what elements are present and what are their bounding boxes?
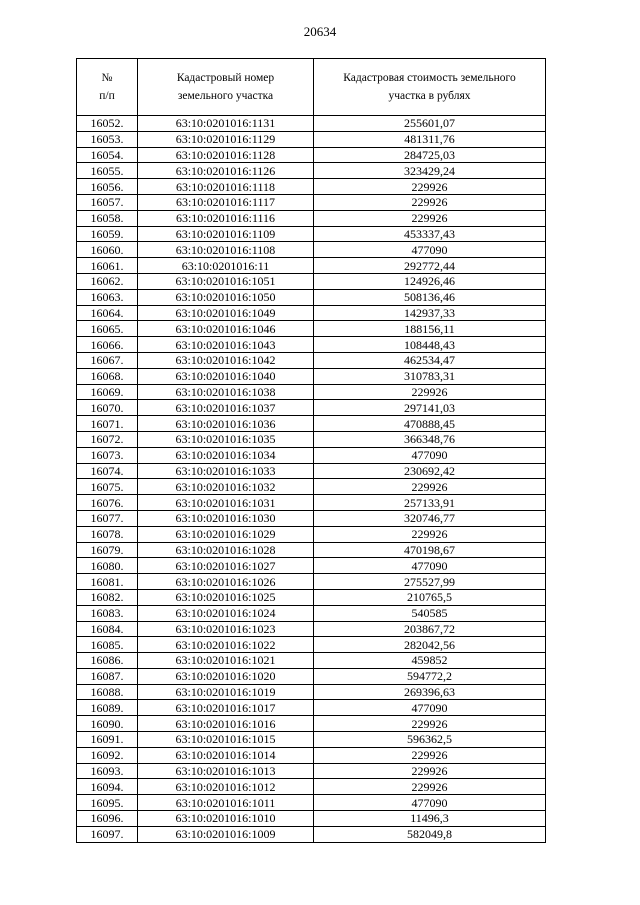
row-number: 16090. (77, 716, 138, 732)
cadastral-value: 297141,03 (314, 400, 546, 416)
table-row (77, 147, 546, 163)
table-row (77, 242, 546, 258)
cadastral-value-table (76, 58, 546, 843)
cadastral-value: 323429,24 (314, 163, 546, 179)
cadastral-value: 292772,44 (314, 258, 546, 274)
table-row (77, 732, 546, 748)
row-number: 16095. (77, 795, 138, 811)
cadastral-value: 255601,07 (314, 116, 546, 132)
cadastral-value: 188156,11 (314, 321, 546, 337)
row-number: 16072. (77, 431, 138, 447)
cadastral-number: 63:10:0201016:1028 (138, 542, 314, 558)
cadastral-number: 63:10:0201016:1049 (138, 305, 314, 321)
cadastral-number: 63:10:0201016:1033 (138, 463, 314, 479)
cadastral-number: 63:10:0201016:1024 (138, 605, 314, 621)
cadastral-value: 229926 (314, 716, 546, 732)
cadastral-number: 63:10:0201016:1027 (138, 558, 314, 574)
table-row (77, 558, 546, 574)
cadastral-number: 63:10:0201016:1108 (138, 242, 314, 258)
row-number: 16061. (77, 258, 138, 274)
table-row (77, 637, 546, 653)
cadastral-value: 282042,56 (314, 637, 546, 653)
cadastral-value: 229926 (314, 763, 546, 779)
table-row (77, 747, 546, 763)
cadastral-number: 63:10:0201016:1131 (138, 116, 314, 132)
cadastral-number: 63:10:0201016:1051 (138, 273, 314, 289)
table-row (77, 510, 546, 526)
header-number: № п/п (77, 59, 138, 116)
table-row (77, 337, 546, 353)
cadastral-number: 63:10:0201016:1046 (138, 321, 314, 337)
cadastral-value: 229926 (314, 210, 546, 226)
table-row (77, 116, 546, 132)
cadastral-number: 63:10:0201016:1014 (138, 747, 314, 763)
row-number: 16058. (77, 210, 138, 226)
table-row (77, 684, 546, 700)
cadastral-value: 320746,77 (314, 510, 546, 526)
row-number: 16089. (77, 700, 138, 716)
table-row (77, 289, 546, 305)
row-number: 16056. (77, 179, 138, 195)
row-number: 16096. (77, 811, 138, 827)
table-row (77, 589, 546, 605)
table-header (77, 59, 546, 116)
cadastral-number: 63:10:0201016:1126 (138, 163, 314, 179)
cadastral-number: 63:10:0201016:1020 (138, 668, 314, 684)
cadastral-value: 229926 (314, 779, 546, 795)
row-number: 16064. (77, 305, 138, 321)
header-cadastral-value: Кадастровая стоимость земельного участка в рублях (314, 59, 546, 116)
page-number: 20634 (303, 24, 337, 39)
cadastral-value: 481311,76 (314, 131, 546, 147)
table-row (77, 542, 546, 558)
cadastral-value: 594772,2 (314, 668, 546, 684)
table-row (77, 447, 546, 463)
cadastral-number: 63:10:0201016:1043 (138, 337, 314, 353)
cadastral-number: 63:10:0201016:1042 (138, 352, 314, 368)
header-cadastral-number: Кадастровый номер земельного участка (138, 59, 314, 116)
table-row (77, 716, 546, 732)
row-number: 16070. (77, 400, 138, 416)
cadastral-value: 229926 (314, 384, 546, 400)
cadastral-value: 366348,76 (314, 431, 546, 447)
row-number: 16074. (77, 463, 138, 479)
cadastral-number: 63:10:0201016:1011 (138, 795, 314, 811)
cadastral-value: 540585 (314, 605, 546, 621)
table-row (77, 368, 546, 384)
table-row (77, 495, 546, 511)
row-number: 16087. (77, 668, 138, 684)
cadastral-value: 477090 (314, 447, 546, 463)
cadastral-number: 63:10:0201016:1025 (138, 589, 314, 605)
cadastral-value: 310783,31 (314, 368, 546, 384)
cadastral-value: 203867,72 (314, 621, 546, 637)
cadastral-number: 63:10:0201016:1037 (138, 400, 314, 416)
cadastral-number: 63:10:0201016:1116 (138, 210, 314, 226)
row-number: 16080. (77, 558, 138, 574)
row-number: 16055. (77, 163, 138, 179)
cadastral-value: 257133,91 (314, 495, 546, 511)
cadastral-number: 63:10:0201016:1009 (138, 826, 314, 842)
cadastral-number: 63:10:0201016:1029 (138, 526, 314, 542)
cadastral-value: 229926 (314, 179, 546, 195)
table-row (77, 163, 546, 179)
table-row (77, 258, 546, 274)
cadastral-number: 63:10:0201016:1013 (138, 763, 314, 779)
header-row (77, 59, 546, 116)
table-row (77, 574, 546, 590)
row-number: 16059. (77, 226, 138, 242)
table-row (77, 400, 546, 416)
cadastral-number: 63:10:0201016:1030 (138, 510, 314, 526)
cadastral-value: 142937,33 (314, 305, 546, 321)
cadastral-value: 269396,63 (314, 684, 546, 700)
row-number: 16078. (77, 526, 138, 542)
row-number: 16094. (77, 779, 138, 795)
table-row (77, 194, 546, 210)
row-number: 16097. (77, 826, 138, 842)
cadastral-number: 63:10:0201016:1032 (138, 479, 314, 495)
table-row (77, 273, 546, 289)
cadastral-number: 63:10:0201016:11 (138, 258, 314, 274)
row-number: 16075. (77, 479, 138, 495)
row-number: 16063. (77, 289, 138, 305)
cadastral-value: 477090 (314, 795, 546, 811)
table-row (77, 321, 546, 337)
cadastral-value: 284725,03 (314, 147, 546, 163)
table-row (77, 416, 546, 432)
table-row (77, 352, 546, 368)
cadastral-number: 63:10:0201016:1050 (138, 289, 314, 305)
cadastral-value: 229926 (314, 194, 546, 210)
table-row (77, 653, 546, 669)
table-row (77, 479, 546, 495)
table-row (77, 795, 546, 811)
cadastral-number: 63:10:0201016:1035 (138, 431, 314, 447)
table-row (77, 668, 546, 684)
row-number: 16057. (77, 194, 138, 210)
cadastral-number: 63:10:0201016:1128 (138, 147, 314, 163)
cadastral-number: 63:10:0201016:1022 (138, 637, 314, 653)
cadastral-value: 508136,46 (314, 289, 546, 305)
row-number: 16092. (77, 747, 138, 763)
row-number: 16065. (77, 321, 138, 337)
cadastral-value: 124926,46 (314, 273, 546, 289)
cadastral-number: 63:10:0201016:1117 (138, 194, 314, 210)
cadastral-value: 453337,43 (314, 226, 546, 242)
row-number: 16076. (77, 495, 138, 511)
cadastral-value: 229926 (314, 526, 546, 542)
row-number: 16066. (77, 337, 138, 353)
table-body (77, 116, 546, 843)
row-number: 16068. (77, 368, 138, 384)
row-number: 16081. (77, 574, 138, 590)
cadastral-number: 63:10:0201016:1109 (138, 226, 314, 242)
cadastral-value: 477090 (314, 242, 546, 258)
cadastral-value: 230692,42 (314, 463, 546, 479)
cadastral-value: 229926 (314, 747, 546, 763)
table-row (77, 210, 546, 226)
table-row (77, 621, 546, 637)
cadastral-value: 108448,43 (314, 337, 546, 353)
cadastral-number: 63:10:0201016:1010 (138, 811, 314, 827)
cadastral-value: 459852 (314, 653, 546, 669)
row-number: 16054. (77, 147, 138, 163)
row-number: 16077. (77, 510, 138, 526)
cadastral-number: 63:10:0201016:1016 (138, 716, 314, 732)
table-row (77, 605, 546, 621)
cadastral-number: 63:10:0201016:1021 (138, 653, 314, 669)
cadastral-number: 63:10:0201016:1023 (138, 621, 314, 637)
cadastral-value: 470888,45 (314, 416, 546, 432)
cadastral-value: 596362,5 (314, 732, 546, 748)
cadastral-number: 63:10:0201016:1031 (138, 495, 314, 511)
cadastral-number: 63:10:0201016:1012 (138, 779, 314, 795)
table-row (77, 131, 546, 147)
table-row (77, 526, 546, 542)
row-number: 16088. (77, 684, 138, 700)
row-number: 16062. (77, 273, 138, 289)
row-number: 16052. (77, 116, 138, 132)
cadastral-value: 462534,47 (314, 352, 546, 368)
cadastral-number: 63:10:0201016:1038 (138, 384, 314, 400)
table-row (77, 384, 546, 400)
row-number: 16073. (77, 447, 138, 463)
cadastral-number: 63:10:0201016:1118 (138, 179, 314, 195)
row-number: 16083. (77, 605, 138, 621)
cadastral-number: 63:10:0201016:1019 (138, 684, 314, 700)
row-number: 16085. (77, 637, 138, 653)
cadastral-value: 11496,3 (314, 811, 546, 827)
cadastral-number: 63:10:0201016:1015 (138, 732, 314, 748)
cadastral-value: 477090 (314, 700, 546, 716)
table-row (77, 226, 546, 242)
table-row (77, 811, 546, 827)
row-number: 16060. (77, 242, 138, 258)
row-number: 16071. (77, 416, 138, 432)
table-row (77, 431, 546, 447)
row-number: 16086. (77, 653, 138, 669)
table-row (77, 179, 546, 195)
cadastral-value: 582049,8 (314, 826, 546, 842)
table-row (77, 826, 546, 842)
cadastral-value: 470198,67 (314, 542, 546, 558)
row-number: 16082. (77, 589, 138, 605)
row-number: 16069. (77, 384, 138, 400)
cadastral-number: 63:10:0201016:1129 (138, 131, 314, 147)
table-row (77, 779, 546, 795)
cadastral-value: 210765,5 (314, 589, 546, 605)
table-row (77, 700, 546, 716)
cadastral-number: 63:10:0201016:1034 (138, 447, 314, 463)
cadastral-number: 63:10:0201016:1017 (138, 700, 314, 716)
cadastral-value: 229926 (314, 479, 546, 495)
table-row (77, 463, 546, 479)
row-number: 16084. (77, 621, 138, 637)
table-row (77, 305, 546, 321)
cadastral-number: 63:10:0201016:1036 (138, 416, 314, 432)
row-number: 16079. (77, 542, 138, 558)
cadastral-value: 275527,99 (314, 574, 546, 590)
cadastral-value: 477090 (314, 558, 546, 574)
table-row (77, 763, 546, 779)
row-number: 16091. (77, 732, 138, 748)
cadastral-number: 63:10:0201016:1040 (138, 368, 314, 384)
cadastral-number: 63:10:0201016:1026 (138, 574, 314, 590)
row-number: 16053. (77, 131, 138, 147)
row-number: 16093. (77, 763, 138, 779)
row-number: 16067. (77, 352, 138, 368)
